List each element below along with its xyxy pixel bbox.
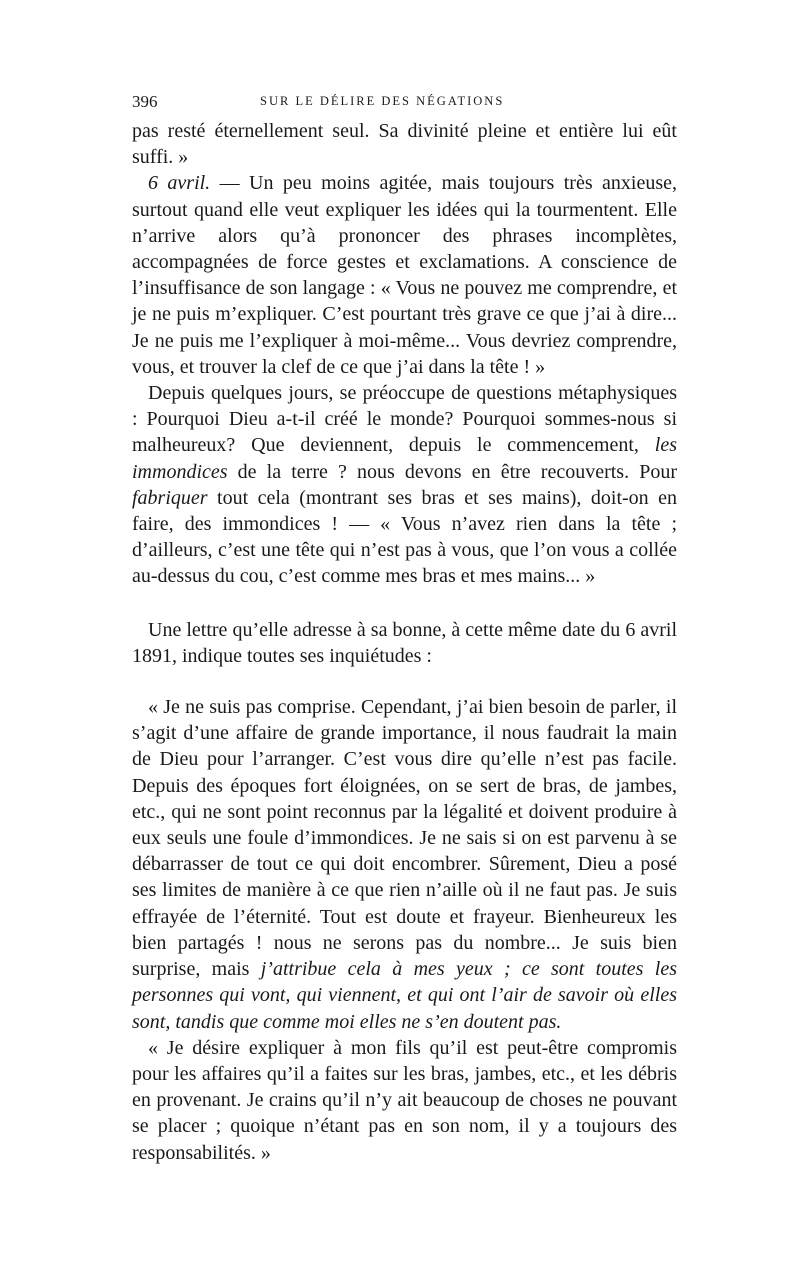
italic-passage: j’attribue cela à mes yeux ; ce sont toutes les personnes qui vont, qui viennent, et qui ont l’air de savoir où elles sont, tandis que comme moi elles ne s’en doutent pas. <box>132 958 678 1033</box>
running-title: SUR LE DÉLIRE DES NÉGATIONS <box>260 94 505 108</box>
section-spacer <box>132 669 677 694</box>
entry-text: — Un peu moins agitée, mais toujours très anxieuse, surtout quand elle veut expliquer les idées qui la tourmentent. Elle n’arrive alors qu’à prononcer des phrases incomplètes, accompagnées de force gestes et exclamations. A conscience de l’insuffisance de son langage : « Vous ne pouvez me comprendre, et je ne puis m’expliquer. C’est pourtant très grave ce que j’ai à dire... Je ne puis me l’expliquer à moi-même... Vous devriez comprendre, vous, et trouver la clef de ce que j’ai dans la tête ! » <box>132 172 677 378</box>
section-spacer <box>132 590 677 617</box>
page-header <box>132 92 677 118</box>
page-number: 396 <box>132 92 158 111</box>
entry-date: 6 avril. <box>148 172 211 195</box>
italic-phrase: fabriquer <box>132 486 208 509</box>
body-text <box>132 118 677 1166</box>
paragraph-continuation: pas resté éternellement seul. Sa divinité pleine et entière lui eût suffi. » <box>132 120 677 169</box>
italic-phrase: les immondices <box>132 434 677 483</box>
paragraph-letter-intro: Une lettre qu’elle adresse à sa bonne, à cette même date du 6 avril 1891, indique toutes ses inquiétudes : <box>132 618 677 667</box>
text-segment: tout cela (montrant ses bras et ses mains), doit-on en faire, des immondices ! — « Vous n’avez rien dans la tête ; d’ailleurs, c’est une tête qui n’est pas à vous, que l’on vous a collée au-dessus du cou, c’est comme mes bras et mes mains... » <box>132 486 677 588</box>
paragraph-april-6 <box>132 170 677 380</box>
paragraph-letter-quote <box>132 694 677 1035</box>
text-segment: « Je ne suis pas comprise. Cependant, j’ai bien besoin de parler, il s’agit d’une affaire de grande importance, il nous faudrait la main de Dieu pour l’arranger. C’est vous dire qu’elle n’est pas facile. Depuis des époques fort éloignées, on se sert de bras, de jambes, etc., qui ne sont point reconnus par la légalité et doivent produire à eux seuls une foule d’immondices. Je ne sais si on est parvenu à se débarrasser de tout ce qui doit encombrer. Sûrement, Dieu a posé ses limites de manière à ce que rien n’aille où il ne faut pas. Je suis effrayée de l’éternité. Tout est doute et frayeur. Bienheureux les bien partagés ! nous ne serons pas du nombre... Je suis bien surprise, mais <box>132 696 677 981</box>
text-segment: Depuis quelques jours, se préoccupe de questions métaphysiques : Pourquoi Dieu a-t-il créé le monde? Pourquoi sommes-nous si malheureux? Que deviennent, depuis le commencement, <box>132 382 677 457</box>
paragraph-metaphysical-questions <box>132 380 677 590</box>
book-page <box>132 92 677 1166</box>
paragraph-letter-son: « Je désire expliquer à mon fils qu’il est peut-être compromis pour les affaires qu’il a faites sur les bras, jambes, etc., et les débris en provenant. Je crains qu’il n’y ait beaucoup de choses ne pouvant se placer ; quoique n’étant pas en son nom, il y a toujours des responsabilités. » <box>132 1036 677 1164</box>
text-segment: de la terre ? nous devons en être recouverts. Pour <box>227 460 677 483</box>
